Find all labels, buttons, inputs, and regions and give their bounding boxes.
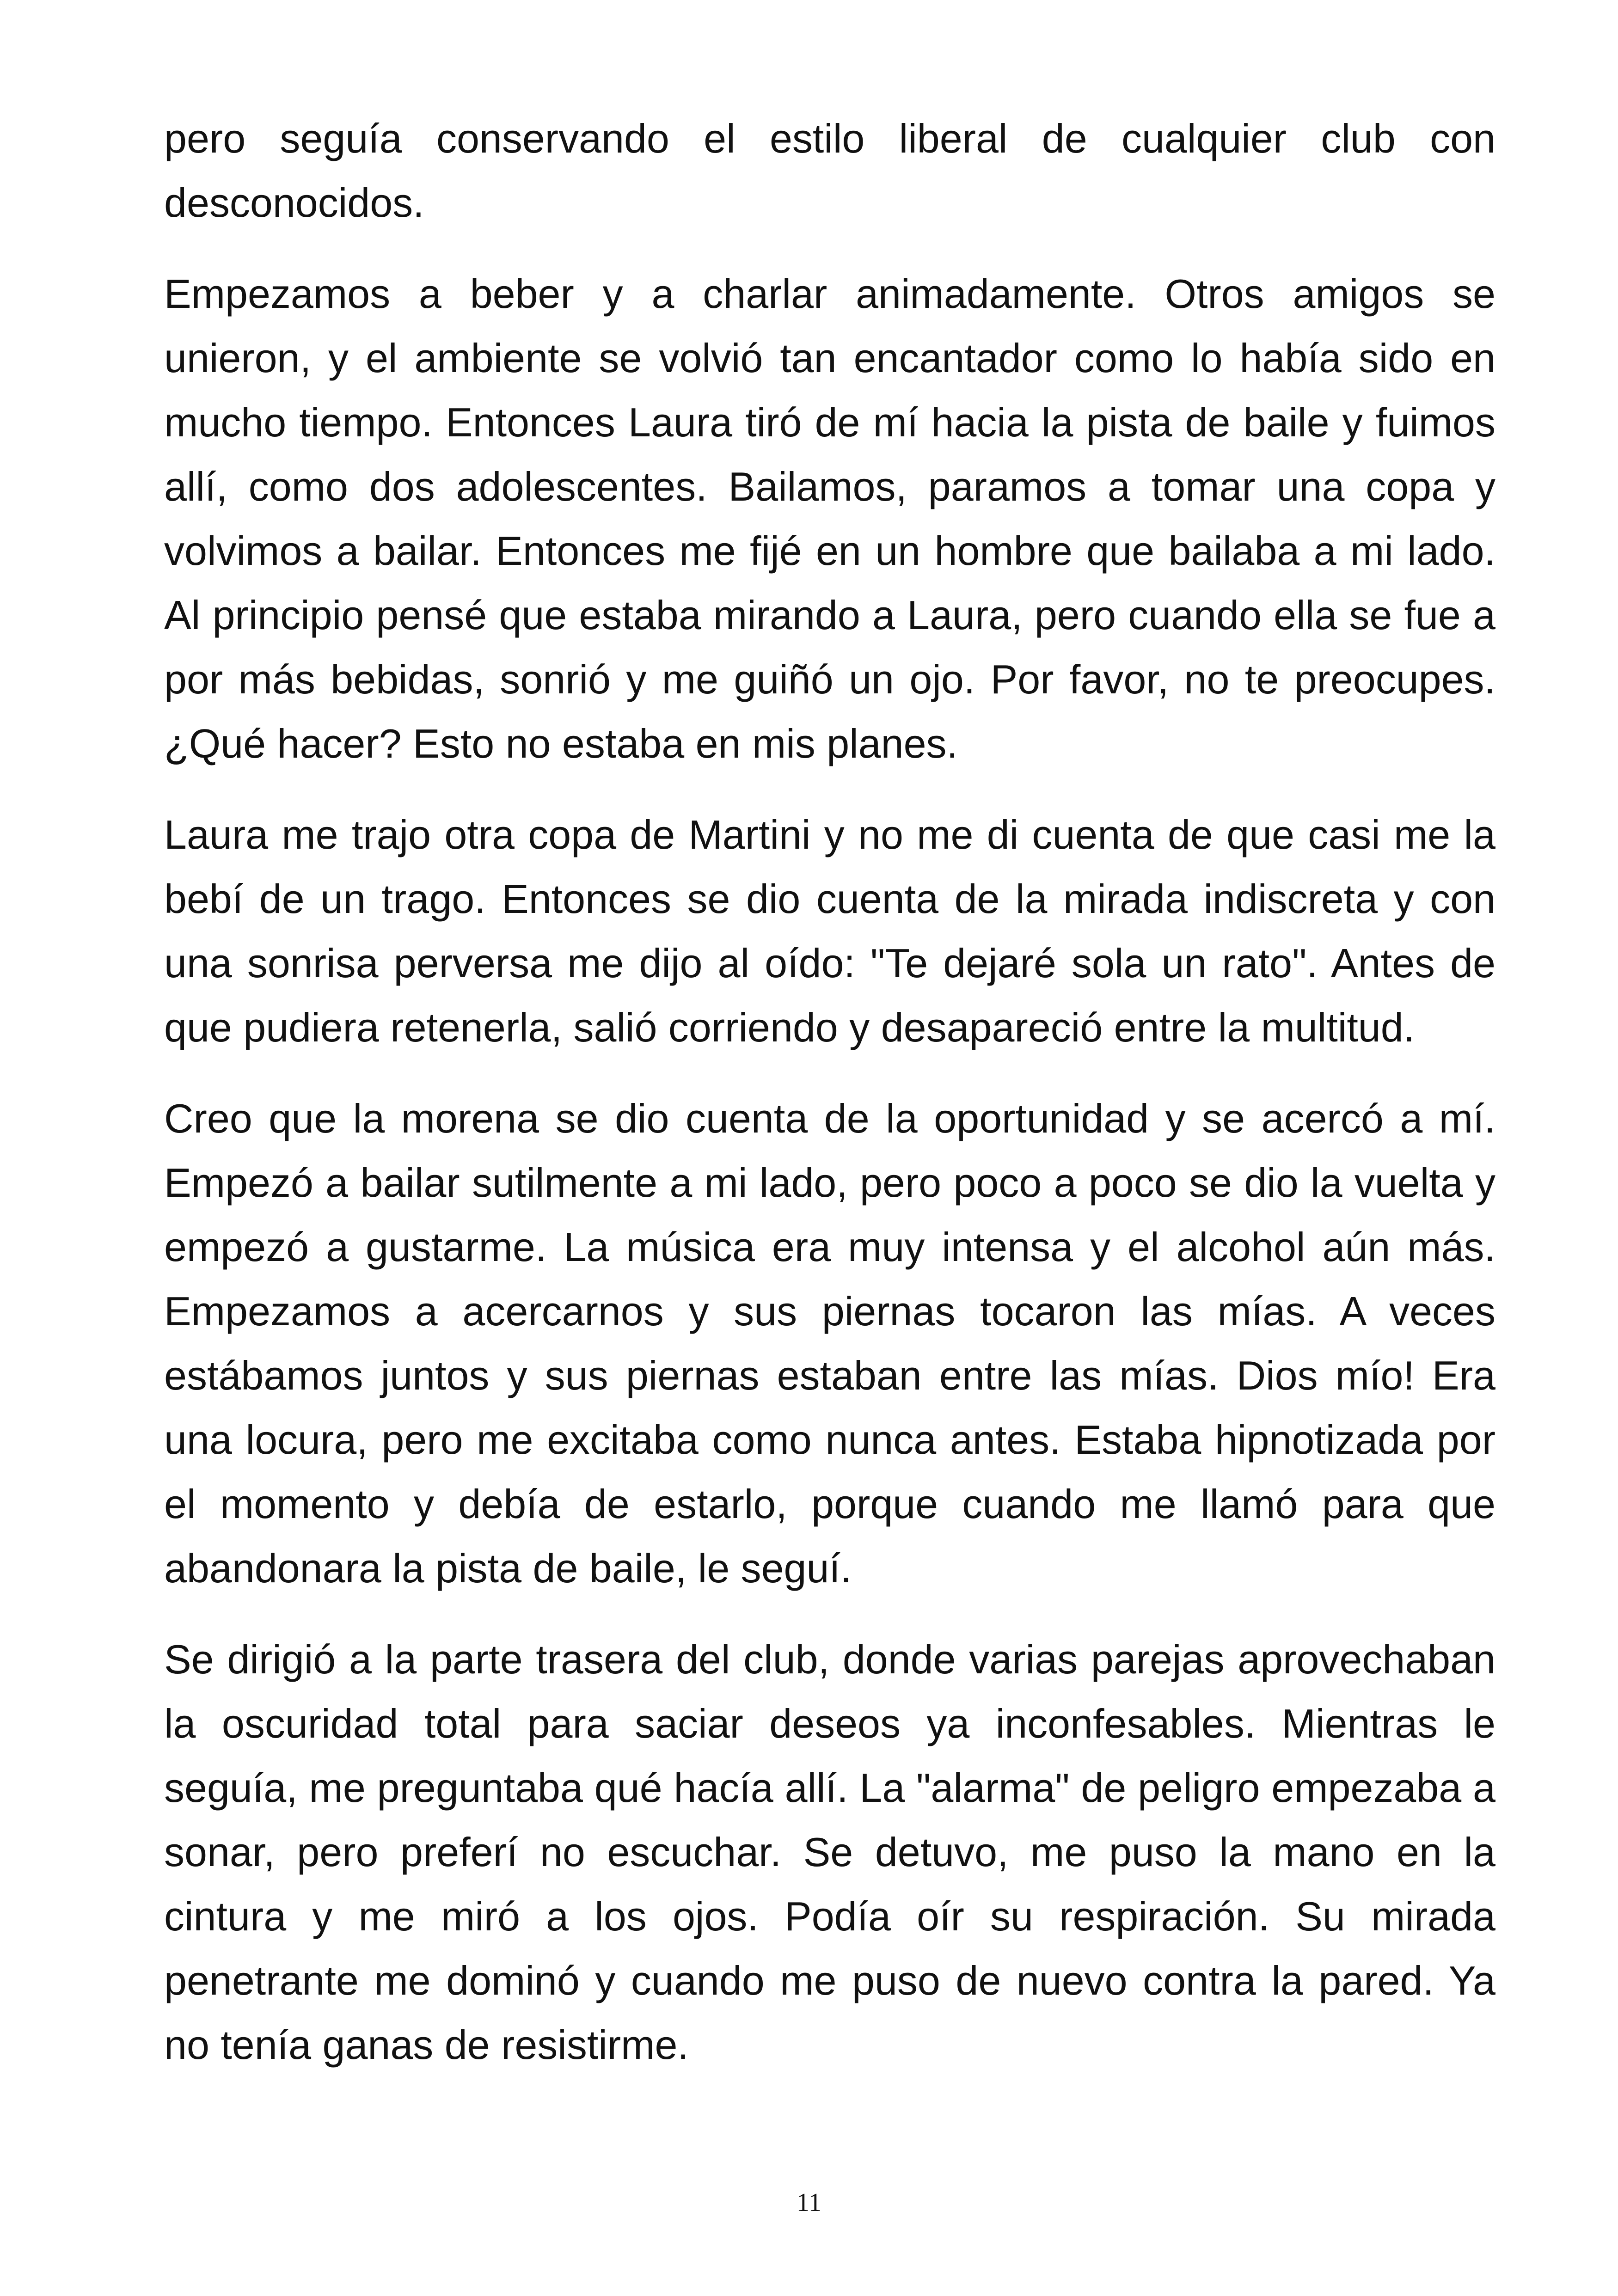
paragraph: Empezamos a beber y a charlar animadamente. Otros amigos se unieron, y el ambiente se volvió tan encantador como lo había sido en mucho tiempo. Entonces Laura tiró de mí hacia la pista de baile y fuimos allí, como dos adolescentes. Bailamos, paramos a tomar una copa y volvimos a bailar. Entonces me fijé en un hombre que bailaba a mi lado. Al principio pensé que estaba mirando a Laura, pero cuando ella se fue a por más bebidas, sonrió y me guiñó un ojo. Por favor, no te preocupes. ¿Qué hacer? Esto no estaba en mis planes.: [164, 271, 1495, 766]
paragraph: pero seguía conservando el estilo liberal de cualquier club con desconocidos.: [164, 116, 1495, 226]
page-number: 11: [797, 2188, 821, 2217]
body-text: [164, 106, 1495, 2104]
paragraph: Creo que la morena se dio cuenta de la oportunidad y se acercó a mí. Empezó a bailar sutilmente a mi lado, pero poco a poco se dio la vuelta y empezó a gustarme. La música era muy intensa y el alcohol aún más. Empezamos a acercarnos y sus piernas tocaron las mías. A veces estábamos juntos y sus piernas estaban entre las mías. Dios mío! Era una locura, pero me excitaba como nunca antes. Estaba hipnotizada por el momento y debía de estarlo, porque cuando me llamó para que abandonara la pista de baile, le seguí.: [164, 1096, 1495, 1591]
paragraph: Laura me trajo otra copa de Martini y no me di cuenta de que casi me la bebí de un trago. Entonces se dio cuenta de la mirada indiscreta y con una sonrisa perversa me dijo al oído: "Te dejaré sola un rato". Antes de que pudiera retenerla, salió corriendo y desapareció entre la multitud.: [164, 812, 1495, 1050]
paragraph: Se dirigió a la parte trasera del club, donde varias parejas aprovechaban la oscuridad total para saciar deseos ya inconfesables. Mientras le seguía, me preguntaba qué hacía allí. La "alarma" de peligro empezaba a sonar, pero preferí no escuchar. Se detuvo, me puso la mano en la cintura y me miró a los ojos. Podía oír su respiración. Su mirada penetrante me dominó y cuando me puso de nuevo contra la pared. Ya no tenía ganas de resistirme.: [164, 1636, 1495, 2068]
